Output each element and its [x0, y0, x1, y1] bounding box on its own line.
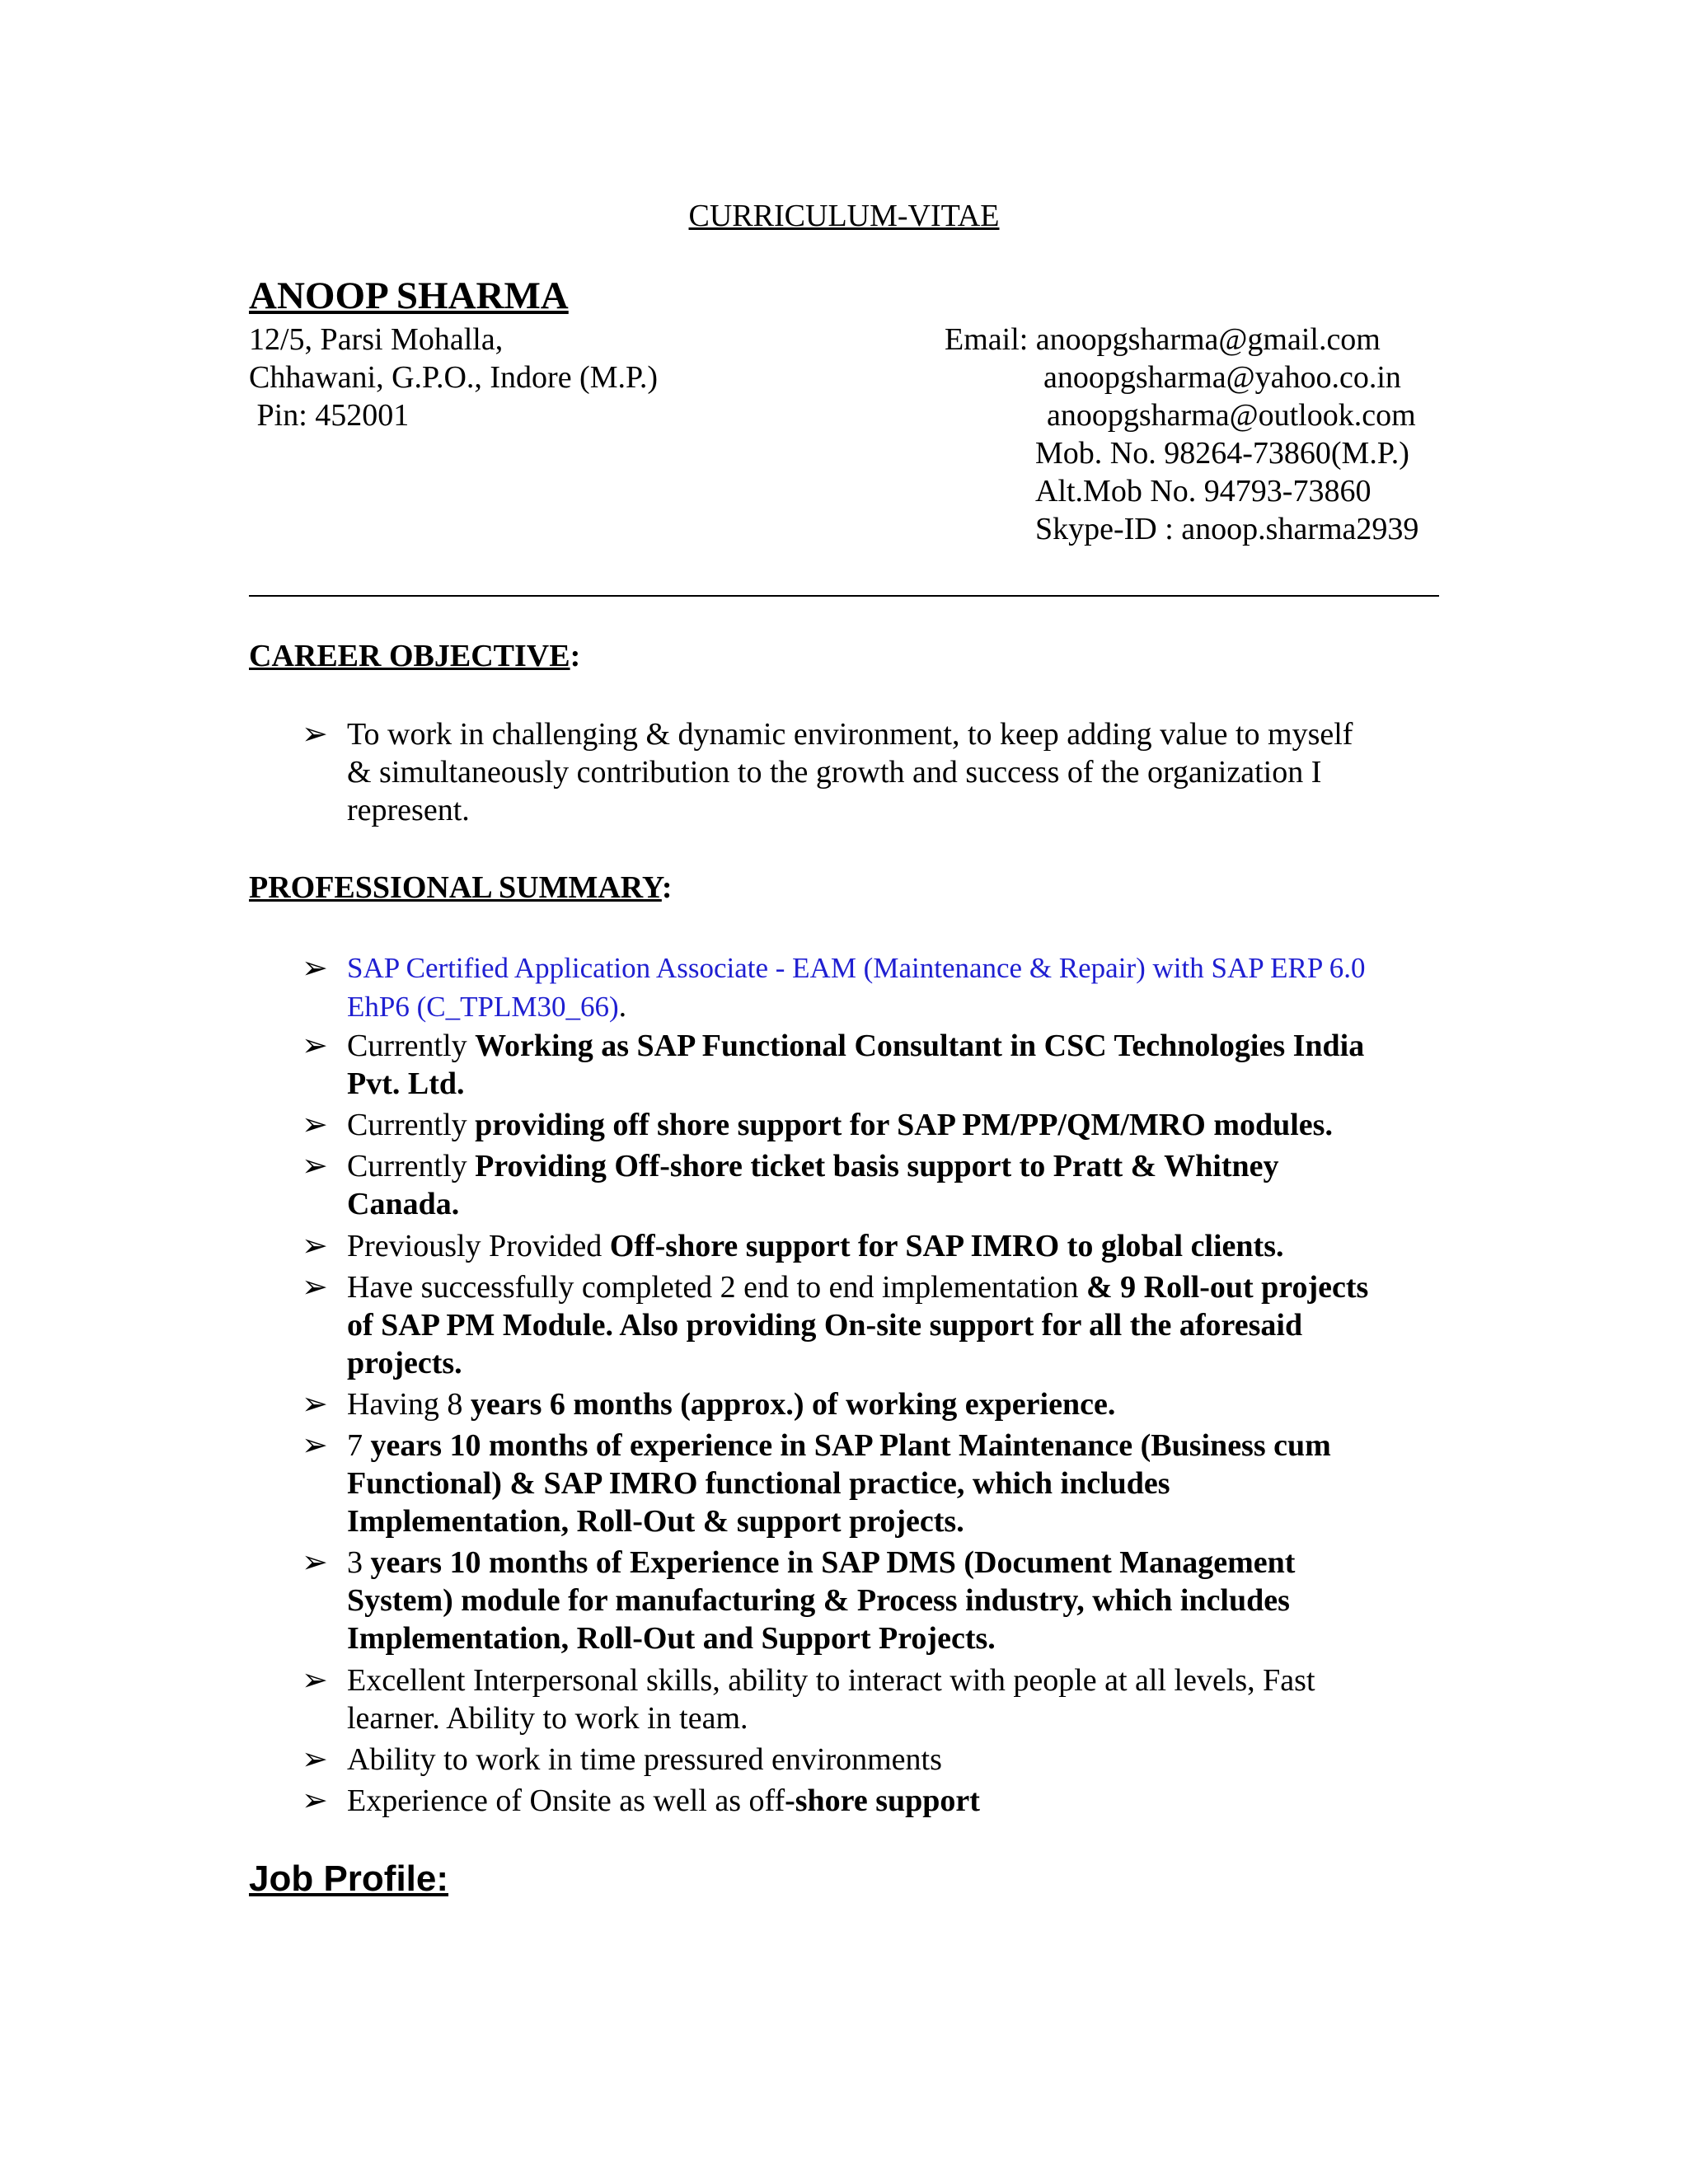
- arrow-bullet-icon: ➢: [302, 1783, 328, 1818]
- professional-summary-heading-text: PROFESSIONAL SUMMARY: [249, 870, 662, 905]
- list-item-bold: Functional) & SAP IMRO functional practice, which includes: [347, 1466, 1170, 1501]
- list-item-bold: providing off shore support for SAP PM/PP/QM/MRO modules.: [475, 1108, 1333, 1142]
- mobile-number: Mob. No. 98264-73860(M.P.): [1035, 436, 1409, 471]
- list-item: [347, 1661, 1443, 1737]
- list-item-line: learner. Ability to work in team.: [347, 1701, 748, 1736]
- professional-summary-heading: [249, 869, 672, 906]
- list-item-line: & simultaneously contribution to the growth and success of the organization I: [347, 755, 1322, 790]
- list-item-text: Previously Provided: [347, 1229, 610, 1263]
- list-item-bold: years 6 months (approx.) of working experience.: [470, 1387, 1116, 1422]
- list-item-text: Have successfully completed 2 end to end implementation: [347, 1270, 1086, 1305]
- list-item: [347, 949, 1443, 1026]
- address-pin: Pin: 452001: [249, 398, 410, 433]
- arrow-bullet-icon: ➢: [302, 717, 328, 752]
- list-item-text: 3: [347, 1545, 371, 1580]
- list-item-bold: projects.: [347, 1346, 462, 1380]
- email-primary[interactable]: Email: anoopgsharma@gmail.com: [945, 322, 1381, 357]
- list-item-bold: System) module for manufacturing & Process industry, which includes: [347, 1583, 1290, 1618]
- list-item: [347, 1782, 1443, 1820]
- career-objective-heading-text: CAREER OBJECTIVE: [249, 639, 570, 673]
- page-title: CURRICULUM-VITAE: [688, 199, 1000, 233]
- list-item-line: Excellent Interpersonal skills, ability to interact with people at all levels, Fast: [347, 1663, 1315, 1698]
- list-item: [347, 1385, 1443, 1423]
- list-item-bold: & 9 Roll-out projects: [1085, 1270, 1369, 1305]
- heading-colon: :: [661, 870, 673, 905]
- list-item-bold: Canada.: [347, 1187, 460, 1221]
- list-item-line: To work in challenging & dynamic environment, to keep adding value to myself: [347, 717, 1353, 752]
- list-item-text: 7: [347, 1428, 371, 1463]
- list-item: [347, 1227, 1443, 1265]
- list-item-text: Currently: [347, 1108, 476, 1142]
- address-line-1: 12/5, Parsi Mohalla,: [249, 322, 504, 357]
- list-item-bold: of SAP PM Module. Also providing On-site support for all the aforesaid: [347, 1308, 1303, 1343]
- arrow-bullet-icon: ➢: [302, 1149, 328, 1183]
- job-profile-heading: Job Profile:: [249, 1858, 449, 1899]
- candidate-name: ANOOP SHARMA: [249, 274, 569, 317]
- list-item-bold: years 10 months of Experience in SAP DMS (Document Management: [370, 1545, 1296, 1580]
- email-tertiary[interactable]: anoopgsharma@outlook.com: [1047, 398, 1416, 433]
- list-item-bold: Providing Off-shore ticket basis support to Pratt & Whitney: [475, 1149, 1279, 1183]
- skype-id: Skype-ID : anoop.sharma2939: [1035, 512, 1419, 546]
- list-item: [347, 1268, 1443, 1382]
- arrow-bullet-icon: ➢: [302, 1229, 328, 1263]
- heading-colon: :: [570, 639, 581, 673]
- list-item-text: Having 8: [347, 1387, 471, 1422]
- career-objective-heading: [249, 638, 580, 674]
- list-item: [347, 1027, 1443, 1103]
- list-item-text: Experience of Onsite as well as off: [347, 1783, 785, 1818]
- list-item-text: Currently: [347, 1149, 476, 1183]
- list-item-bold: Working as SAP Functional Consultant in CSC Technologies India: [475, 1029, 1365, 1063]
- list-item: [347, 1427, 1443, 1540]
- certification-period: .: [618, 989, 627, 1024]
- list-item: [347, 1147, 1443, 1223]
- arrow-bullet-icon: ➢: [302, 1545, 328, 1580]
- header-divider: [249, 595, 1439, 597]
- certification-link-line-2[interactable]: EhP6 (C_TPLM30_66): [347, 991, 619, 1023]
- alt-mobile-number: Alt.Mob No. 94793-73860: [1035, 474, 1372, 509]
- arrow-bullet-icon: ➢: [302, 1270, 328, 1305]
- list-item-bold: -shore support: [785, 1783, 980, 1818]
- arrow-bullet-icon: ➢: [302, 1029, 328, 1063]
- arrow-bullet-icon: ➢: [302, 1387, 328, 1422]
- list-item-bold: Pvt. Ltd.: [347, 1066, 465, 1101]
- certification-link-line-1[interactable]: SAP Certified Application Associate - EAM (Maintenance & Repair) with SAP ERP 6.0: [347, 952, 1366, 984]
- arrow-bullet-icon: ➢: [302, 1742, 328, 1777]
- list-item: [347, 1544, 1443, 1657]
- email-secondary[interactable]: anoopgsharma@yahoo.co.in: [1043, 360, 1401, 395]
- arrow-bullet-icon: ➢: [302, 1428, 328, 1463]
- arrow-bullet-icon: ➢: [302, 1108, 328, 1142]
- list-item-bold: Implementation, Roll-Out and Support Projects.: [347, 1621, 996, 1656]
- list-item-text: Currently: [347, 1029, 476, 1063]
- list-item: [347, 1741, 1443, 1779]
- list-item: [347, 1106, 1443, 1144]
- list-item-line: represent.: [347, 793, 470, 827]
- list-item-text: Ability to work in time pressured environments: [347, 1742, 942, 1777]
- list-item-bold: Implementation, Roll-Out & support projects.: [347, 1504, 964, 1539]
- address-line-2: Chhawani, G.P.O., Indore (M.P.): [249, 360, 659, 395]
- arrow-bullet-icon: ➢: [302, 1663, 328, 1698]
- arrow-bullet-icon: ➢: [302, 951, 328, 986]
- list-item-bold: years 10 months of experience in SAP Plant Maintenance (Business cum: [370, 1428, 1331, 1463]
- list-item: [347, 715, 1443, 829]
- list-item-bold: Off-shore support for SAP IMRO to global clients.: [609, 1229, 1284, 1263]
